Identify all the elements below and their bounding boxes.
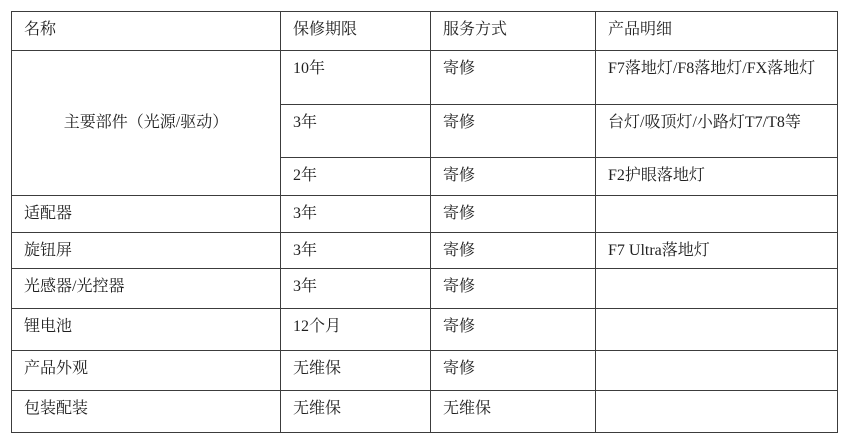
cell-service-method: 无维保 — [431, 391, 596, 433]
cell-item-name: 光感器/光控器 — [12, 269, 281, 309]
table-row-light-sensor — [12, 269, 838, 309]
cell-service-method: 寄修 — [431, 196, 596, 233]
cell-service-method: 寄修 — [431, 308, 596, 350]
table-row-main-components-10y — [12, 50, 838, 104]
cell-service-method: 寄修 — [431, 232, 596, 269]
cell-warranty-period: 3年 — [281, 269, 431, 309]
cell-product-detail — [596, 391, 838, 433]
cell-warranty-period: 3年 — [281, 232, 431, 269]
cell-product-detail — [596, 350, 838, 391]
column-header-product-detail: 产品明细 — [596, 12, 838, 51]
column-header-warranty-period: 保修期限 — [281, 12, 431, 51]
cell-warranty-period: 2年 — [281, 158, 431, 196]
table-header-row — [12, 12, 838, 51]
cell-service-method: 寄修 — [431, 104, 596, 158]
cell-item-name: 产品外观 — [12, 350, 281, 391]
table-row-lithium-battery — [12, 308, 838, 350]
table-row-product-appearance — [12, 350, 838, 391]
cell-item-name: 适配器 — [12, 196, 281, 233]
cell-warranty-period: 无维保 — [281, 350, 431, 391]
cell-product-detail — [596, 269, 838, 309]
cell-item-name: 旋钮屏 — [12, 232, 281, 269]
warranty-table — [11, 11, 838, 433]
cell-warranty-period: 10年 — [281, 50, 431, 104]
cell-product-detail: 台灯/吸顶灯/小路灯T7/T8等 — [596, 104, 838, 158]
table-row-knob-screen — [12, 232, 838, 269]
cell-product-detail — [596, 308, 838, 350]
cell-service-method: 寄修 — [431, 50, 596, 104]
cell-service-method: 寄修 — [431, 269, 596, 309]
column-header-name: 名称 — [12, 12, 281, 51]
cell-service-method: 寄修 — [431, 158, 596, 196]
cell-warranty-period: 12个月 — [281, 308, 431, 350]
cell-product-detail — [596, 196, 838, 233]
cell-product-detail: F2护眼落地灯 — [596, 158, 838, 196]
cell-item-name: 主要部件（光源/驱动） — [12, 50, 281, 195]
cell-product-detail: F7落地灯/F8落地灯/FX落地灯 — [596, 50, 838, 104]
column-header-service-method: 服务方式 — [431, 12, 596, 51]
cell-item-name: 锂电池 — [12, 308, 281, 350]
cell-product-detail: F7 Ultra落地灯 — [596, 232, 838, 269]
table-row-adapter — [12, 196, 838, 233]
cell-service-method: 寄修 — [431, 350, 596, 391]
cell-warranty-period: 无维保 — [281, 391, 431, 433]
table-row-packaging — [12, 391, 838, 433]
cell-warranty-period: 3年 — [281, 104, 431, 158]
cell-warranty-period: 3年 — [281, 196, 431, 233]
cell-item-name: 包装配装 — [12, 391, 281, 433]
